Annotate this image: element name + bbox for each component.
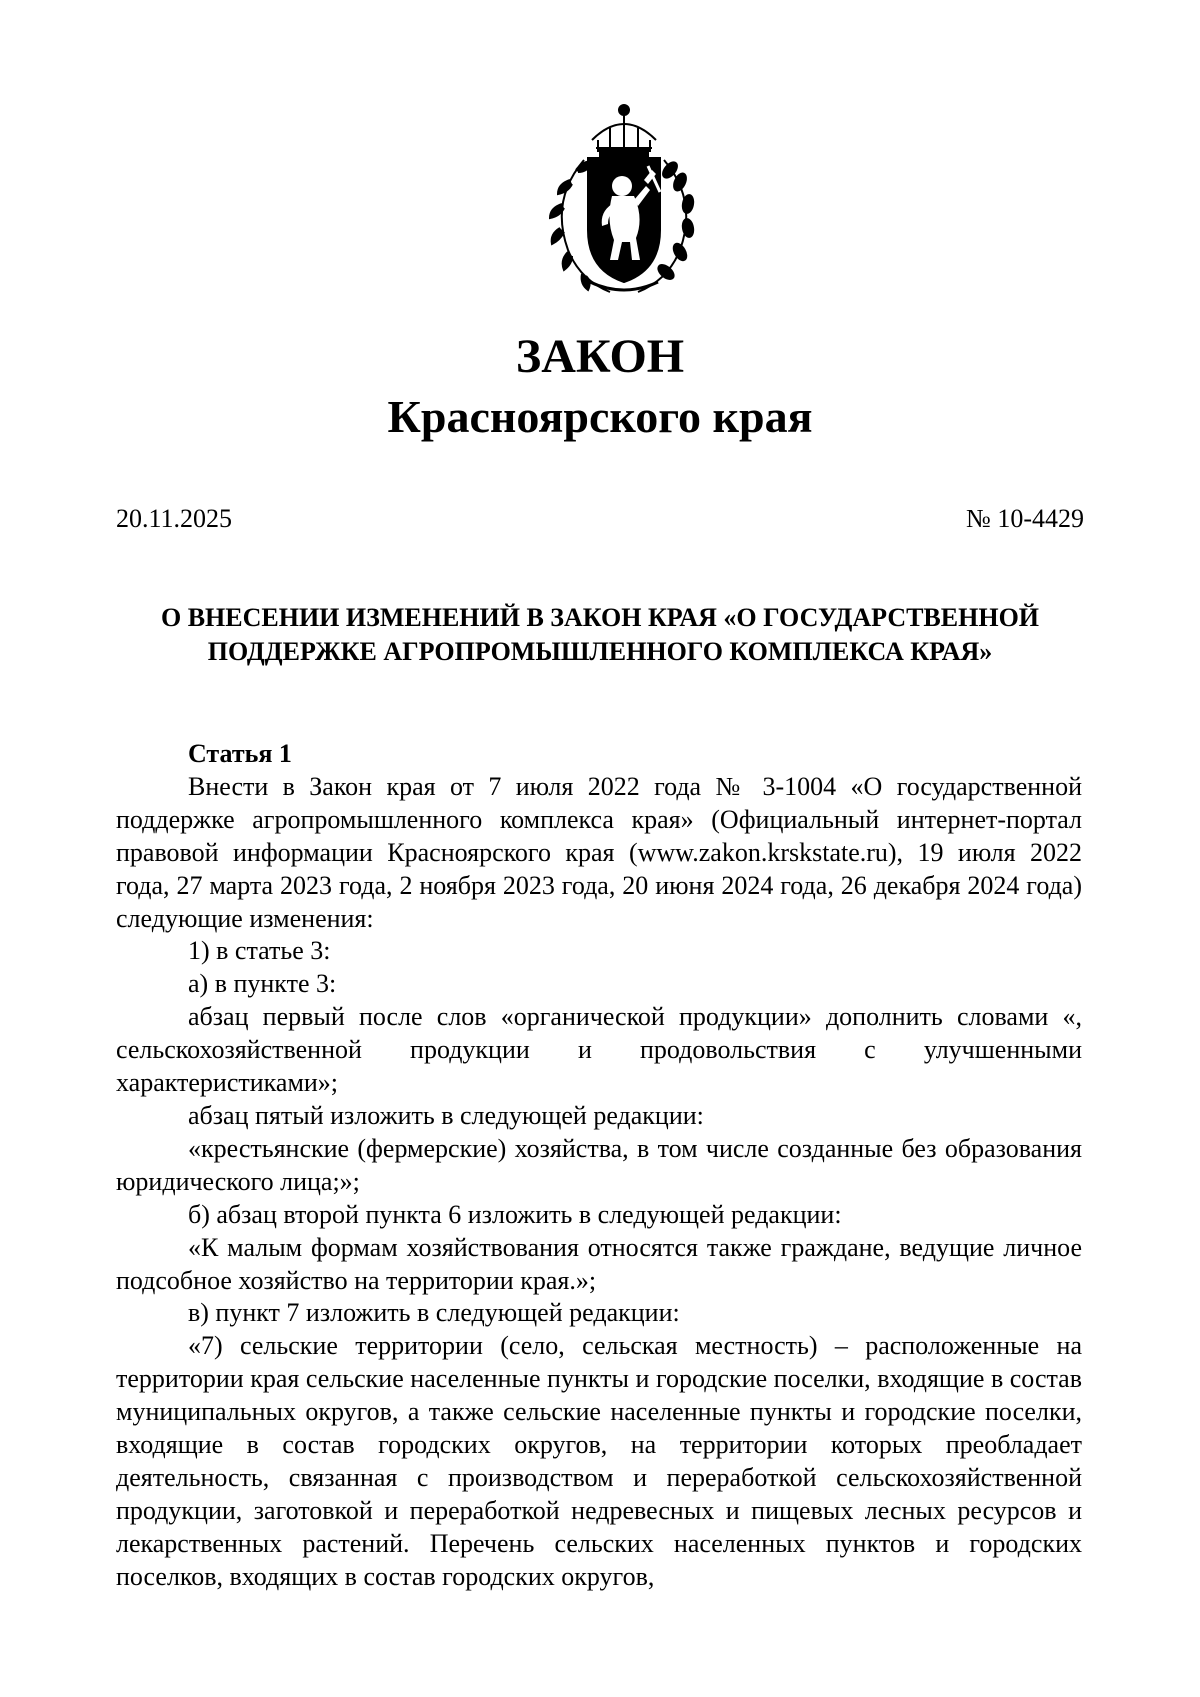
body-paragraph: «крестьянские (фермерские) хозяйства, в том числе созданные без образования юридического лица;»; [116,1133,1082,1196]
body-paragraph: в) пункт 7 изложить в следующей редакции: [188,1298,680,1328]
body-paragraph: абзац первый после слов «органической продукции» дополнить словами «, сельскохозяйственной продукции и продовольствия с улучшенными характеристиками»; [116,1002,1082,1098]
coat-of-arms-icon [540,100,708,300]
body-paragraph: б) абзац второй пункта 6 изложить в следующей редакции: [188,1199,842,1229]
law-heading [100,601,1100,669]
law-title: ЗАКОН [515,330,685,383]
law-date: 20.11.2025 [116,504,233,533]
body-paragraph: «К малым формам хозяйствования относятся также граждане, ведущие личное подсобное хозяйство на территории края.»; [116,1232,1082,1295]
article-title: Статья 1 [188,739,292,768]
law-heading-line: ПОДДЕРЖКЕ АГРОПРОМЫШЛЕННОГО КОМПЛЕКСА КРАЯ» [207,637,993,666]
body-paragraph: абзац пятый изложить в следующей редакции: [188,1100,704,1130]
body-paragraph: 1) в статье 3: [188,936,331,966]
law-number: № 10-4429 [966,504,1084,533]
law-body [116,738,1082,1594]
law-heading-line: О ВНЕСЕНИИ ИЗМЕНЕНИЙ В ЗАКОН КРАЯ «О ГОСУДАРСТВЕННОЙ [160,603,1040,632]
body-paragraph: «7) сельские территории (село, сельская местность) – расположенные на территории края сельские населенные пункты и городские поселки, входящие в состав муниципальных округов, а также сельские населенные пункты и городские поселки, входящие в состав городских округов, на территории которых преобладает деятельность, связанная с производством и переработкой сельскохозяйственной продукции, заготовкой и переработкой недревесных и пищевых лесных ресурсов и лекарственных растений. Перечень сельских населенных пунктов и городских поселков, входящих в состав городских округов, [116,1331,1082,1591]
body-paragraph: Внести в Закон края от 7 июля 2022 года № 3-1004 «О государственной поддержке агропромышленного комплекса края» (Официальный интернет-портал правовой информации Красноярского края (www.zakon.krskstate.ru), 19 июля 2022 года, 27 марта 2023 года, 2 ноября 2023 года, 20 июня 2024 года, 26 декабря 2024 года) следующие изменения: [116,771,1082,933]
body-paragraph: а) в пункте 3: [188,969,337,999]
law-subtitle: Красноярского края [387,391,813,442]
